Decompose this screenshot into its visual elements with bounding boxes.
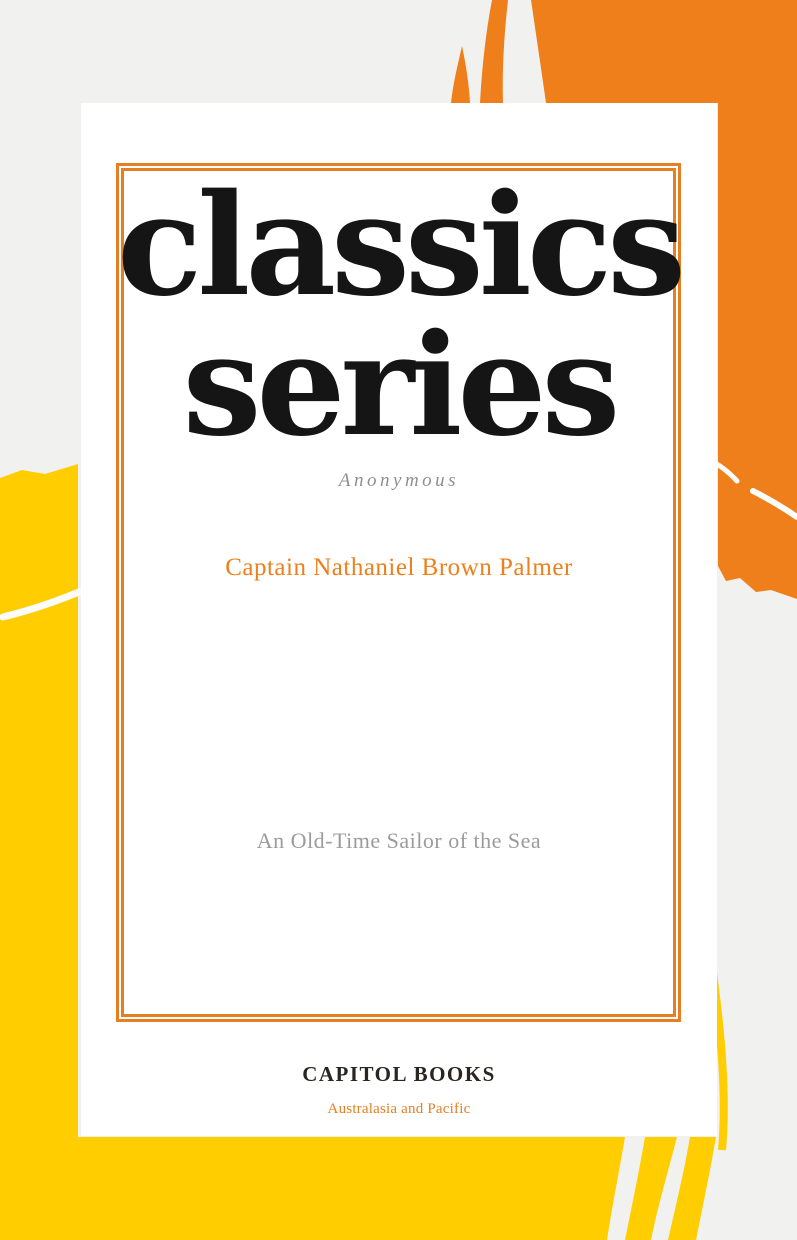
yellow-brush-stripe-left [0, 464, 78, 1240]
series-title-line2: series [182, 304, 616, 468]
series-title [81, 164, 717, 468]
series-title-line1: classics [116, 164, 682, 328]
author-name: Anonymous [338, 470, 460, 491]
publisher-name: CAPITOL BOOKS [302, 1062, 496, 1086]
publisher-imprint: Australasia and Pacific [327, 1101, 471, 1117]
orange-brush-spike [451, 46, 470, 103]
yellow-band-stroke-3 [668, 1137, 716, 1240]
book-subtitle: An Old-Time Sailor of the Sea [256, 828, 542, 853]
yellow-brush-band-bottom [0, 1137, 625, 1240]
orange-brush-stroke [480, 0, 508, 103]
yellow-band-stroke-2 [625, 1137, 677, 1240]
book-title: Captain Nathaniel Brown Palmer [225, 554, 573, 581]
